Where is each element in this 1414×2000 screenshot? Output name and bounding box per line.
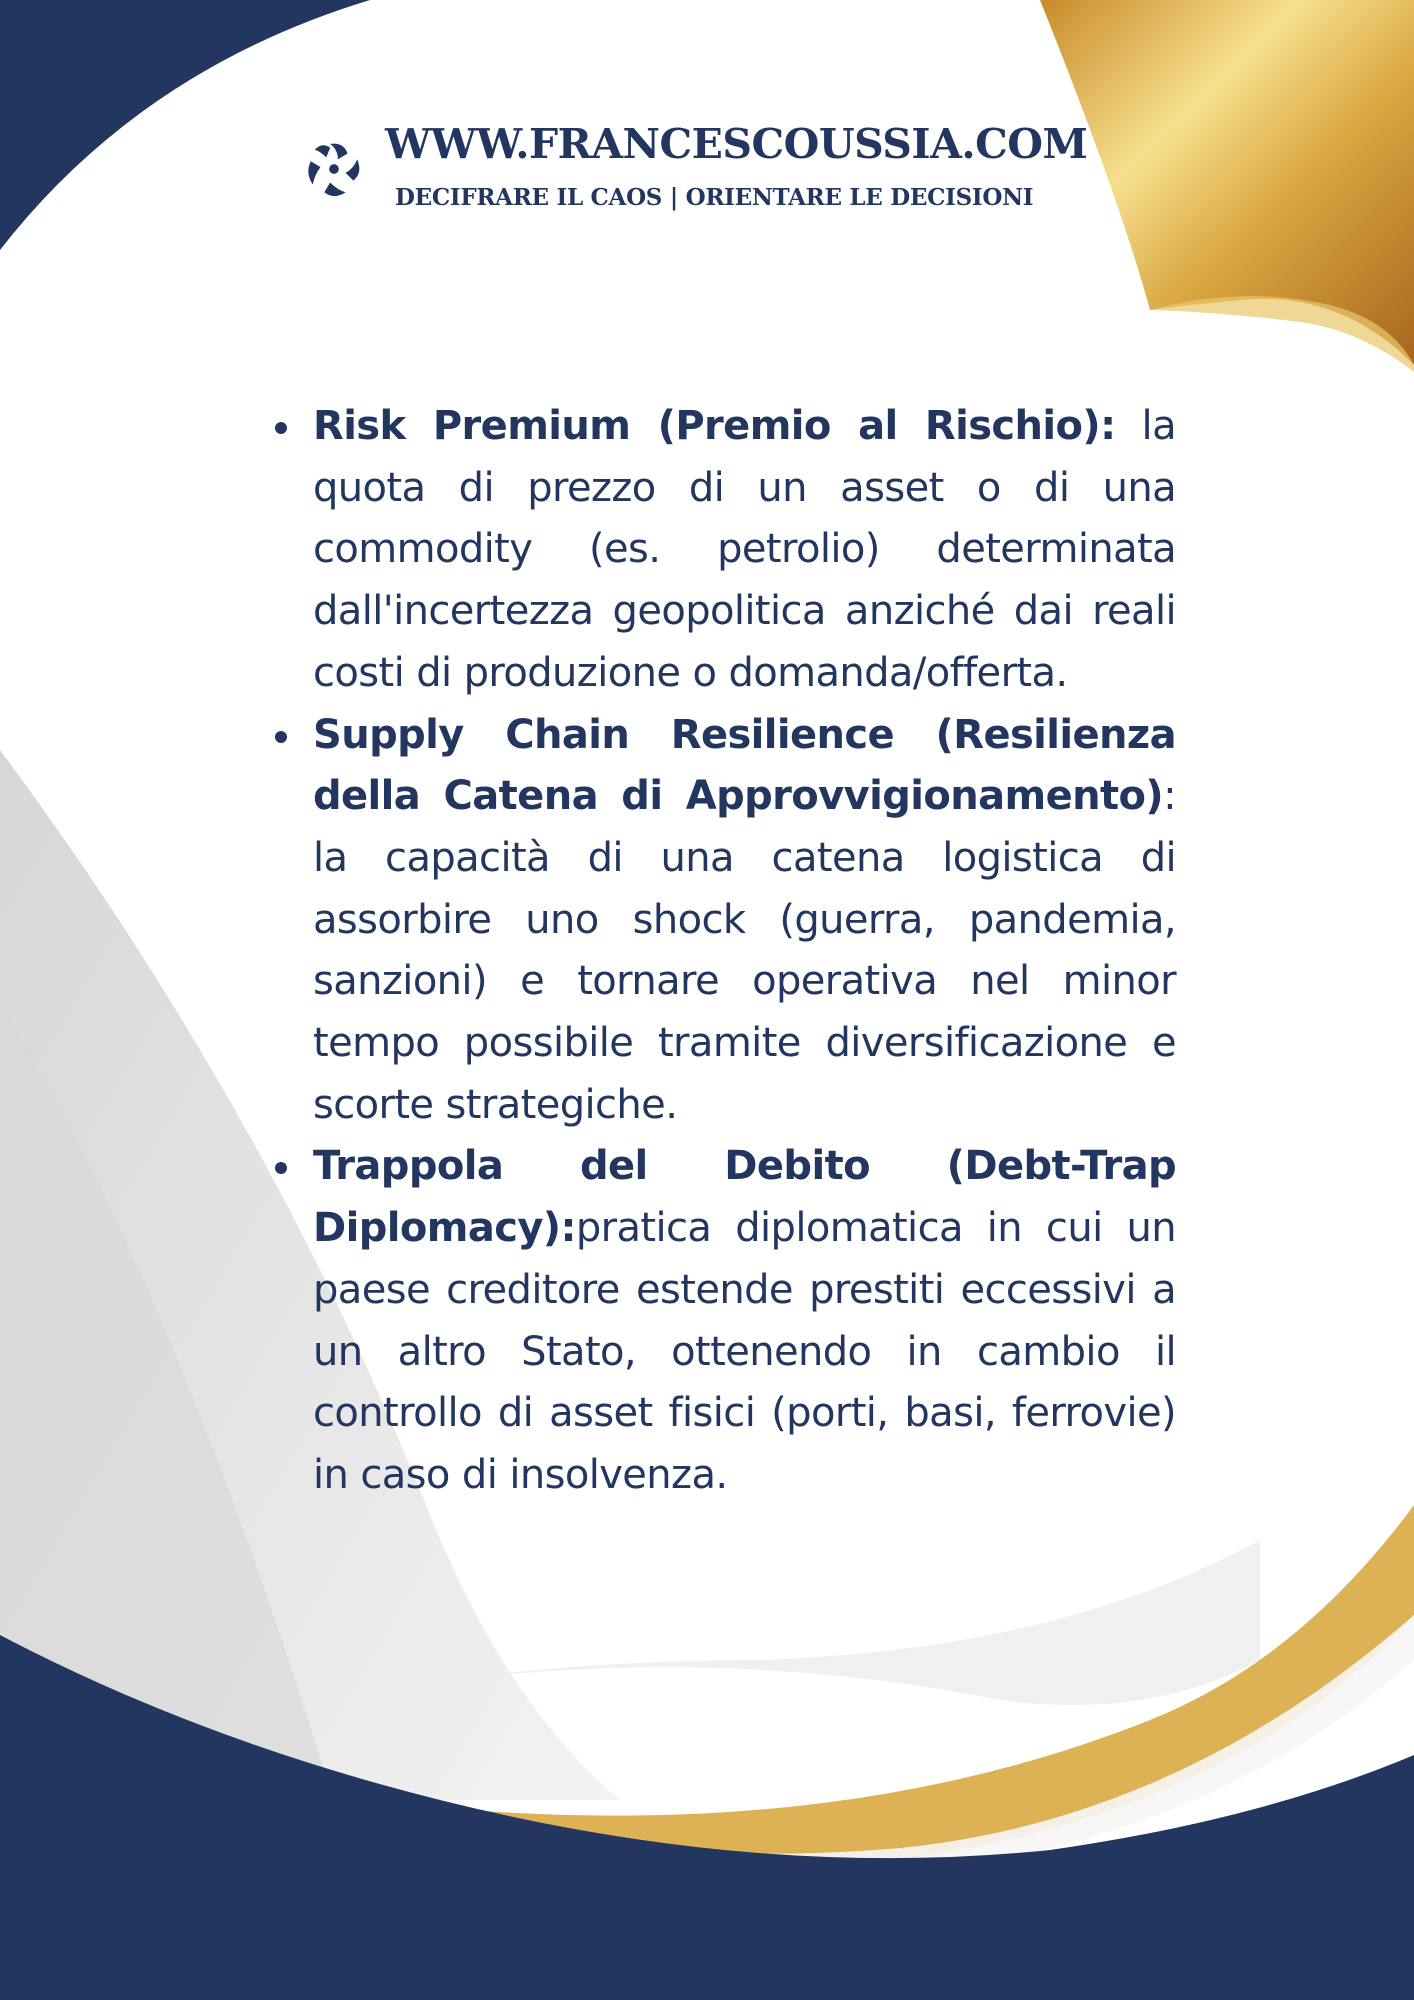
bullet-icon: [275, 422, 287, 434]
term-name: Trappola del Debito (Debt-Trap Diplomacy):: [313, 1143, 1176, 1252]
bullet-icon: [275, 1162, 287, 1174]
site-url[interactable]: WWW.FRANCESCOUSSIA.COM: [385, 120, 1088, 168]
glossary-content: [263, 396, 1176, 1507]
glossary-list: [263, 396, 1176, 1507]
list-item: [263, 396, 1176, 705]
site-header: [305, 118, 1088, 218]
list-item: [263, 705, 1176, 1137]
term-name: Risk Premium (Premio al Rischio):: [313, 403, 1116, 449]
term-definition: : la capacità di una catena logistica di assorbire uno shock (guerra, pandemia, sanzioni) e tornare operativa nel minor tempo possibile tramite diversificazione e scorte strategiche.: [313, 773, 1176, 1128]
list-item: [263, 1136, 1176, 1506]
term-definition: pratica diplomatica in cui un paese creditore estende prestiti eccessivi a un altro Stato, ottenendo in cambio il controllo di asset fisici (porti, basi, ferrovie) in caso di insolvenza.: [313, 1205, 1176, 1498]
tagline: DECIFRARE IL CAOS | ORIENTARE LE DECISIONI: [395, 184, 1034, 211]
term-definition: la quota di prezzo di un asset o di una commodity (es. petrolio) determinata dall'incertezza geopolitica anziché dai reali costi di produzione o domanda/offerta.: [313, 403, 1176, 696]
swirl-logo-icon: [305, 140, 363, 198]
term-name: Supply Chain Resilience (Resilienza della Catena di Approvvigionamento): [313, 711, 1176, 820]
bullet-icon: [275, 731, 287, 743]
